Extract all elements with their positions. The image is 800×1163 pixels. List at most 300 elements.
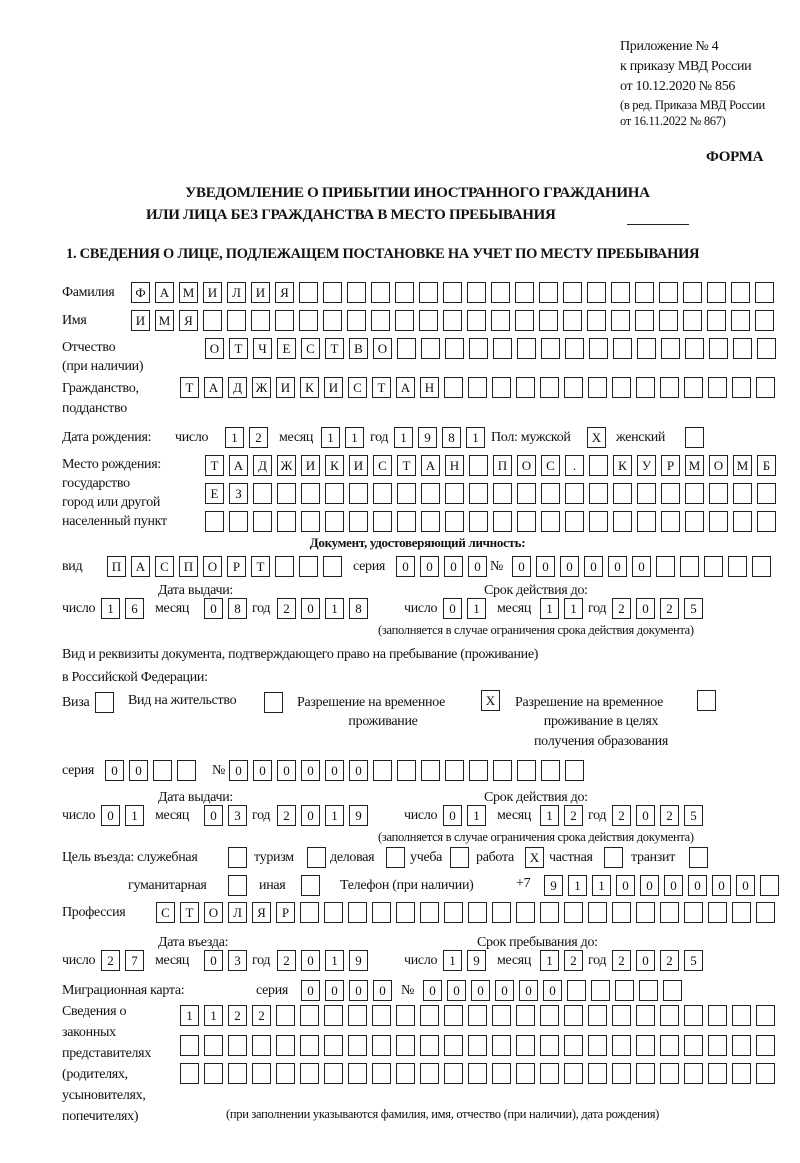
char-cell[interactable] bbox=[228, 875, 247, 896]
char-cell[interactable] bbox=[492, 1035, 511, 1056]
char-cell[interactable]: 0 bbox=[129, 760, 148, 781]
char-cell[interactable]: О bbox=[204, 902, 223, 923]
char-cell[interactable]: О bbox=[373, 338, 392, 359]
char-cell[interactable] bbox=[323, 282, 342, 303]
char-cell[interactable] bbox=[469, 483, 488, 504]
char-cell[interactable] bbox=[421, 760, 440, 781]
char-cell[interactable] bbox=[588, 1035, 607, 1056]
char-cell[interactable]: X bbox=[481, 690, 500, 711]
char-cell[interactable]: 7 bbox=[125, 950, 144, 971]
char-cell[interactable]: 1 bbox=[540, 950, 559, 971]
char-cell[interactable] bbox=[752, 556, 771, 577]
char-cell[interactable] bbox=[324, 1063, 343, 1084]
char-cell[interactable]: М bbox=[733, 455, 752, 476]
char-cell[interactable] bbox=[660, 377, 679, 398]
char-cell[interactable]: С bbox=[373, 455, 392, 476]
char-cell[interactable] bbox=[708, 377, 727, 398]
char-cell[interactable]: X bbox=[525, 847, 544, 868]
char-cell[interactable] bbox=[445, 338, 464, 359]
char-cell[interactable]: 0 bbox=[443, 805, 462, 826]
char-cell[interactable] bbox=[708, 1063, 727, 1084]
char-cell[interactable] bbox=[153, 760, 172, 781]
char-cell[interactable] bbox=[228, 1035, 247, 1056]
char-cell[interactable] bbox=[421, 483, 440, 504]
char-cell[interactable]: 2 bbox=[277, 805, 296, 826]
char-cell[interactable] bbox=[300, 902, 319, 923]
char-cell[interactable] bbox=[732, 1035, 751, 1056]
char-cell[interactable] bbox=[728, 556, 747, 577]
char-cell[interactable] bbox=[540, 377, 559, 398]
char-cell[interactable] bbox=[589, 338, 608, 359]
char-cell[interactable] bbox=[277, 511, 296, 532]
char-cell[interactable]: 0 bbox=[301, 950, 320, 971]
char-cell[interactable] bbox=[588, 1063, 607, 1084]
char-cell[interactable]: И bbox=[203, 282, 222, 303]
char-cell[interactable] bbox=[444, 1035, 463, 1056]
char-cell[interactable]: 8 bbox=[228, 598, 247, 619]
char-cell[interactable] bbox=[733, 483, 752, 504]
char-cell[interactable] bbox=[228, 1063, 247, 1084]
char-cell[interactable] bbox=[177, 760, 196, 781]
char-cell[interactable]: 0 bbox=[560, 556, 579, 577]
char-cell[interactable] bbox=[755, 282, 774, 303]
char-cell[interactable]: И bbox=[251, 282, 270, 303]
char-cell[interactable] bbox=[372, 1063, 391, 1084]
char-cell[interactable] bbox=[468, 1035, 487, 1056]
char-cell[interactable]: 1 bbox=[466, 427, 485, 448]
char-cell[interactable] bbox=[541, 760, 560, 781]
char-cell[interactable] bbox=[252, 1035, 271, 1056]
char-cell[interactable] bbox=[639, 980, 658, 1001]
char-cell[interactable] bbox=[697, 690, 716, 711]
char-cell[interactable] bbox=[661, 338, 680, 359]
char-cell[interactable]: 0 bbox=[512, 556, 531, 577]
char-cell[interactable]: 5 bbox=[684, 598, 703, 619]
char-cell[interactable] bbox=[299, 310, 318, 331]
char-cell[interactable] bbox=[564, 1035, 583, 1056]
char-cell[interactable] bbox=[636, 377, 655, 398]
char-cell[interactable]: 9 bbox=[418, 427, 437, 448]
char-cell[interactable] bbox=[636, 1063, 655, 1084]
char-cell[interactable] bbox=[589, 511, 608, 532]
char-cell[interactable] bbox=[347, 282, 366, 303]
char-cell[interactable] bbox=[660, 902, 679, 923]
char-cell[interactable] bbox=[443, 282, 462, 303]
place-of-stay-blank[interactable] bbox=[627, 224, 689, 225]
char-cell[interactable]: 0 bbox=[101, 805, 120, 826]
char-cell[interactable]: Т bbox=[325, 338, 344, 359]
char-cell[interactable]: Ф bbox=[131, 282, 150, 303]
char-cell[interactable] bbox=[612, 1035, 631, 1056]
char-cell[interactable]: К bbox=[300, 377, 319, 398]
char-cell[interactable]: 0 bbox=[468, 556, 487, 577]
char-cell[interactable] bbox=[492, 1063, 511, 1084]
char-cell[interactable] bbox=[683, 310, 702, 331]
char-cell[interactable]: П bbox=[493, 455, 512, 476]
char-cell[interactable] bbox=[684, 1005, 703, 1026]
char-cell[interactable] bbox=[371, 310, 390, 331]
char-cell[interactable] bbox=[613, 511, 632, 532]
char-cell[interactable]: 0 bbox=[105, 760, 124, 781]
char-cell[interactable] bbox=[443, 310, 462, 331]
char-cell[interactable]: 0 bbox=[636, 598, 655, 619]
char-cell[interactable]: 1 bbox=[325, 598, 344, 619]
char-cell[interactable]: 0 bbox=[664, 875, 683, 896]
char-cell[interactable]: Д bbox=[228, 377, 247, 398]
char-cell[interactable]: Т bbox=[251, 556, 270, 577]
char-cell[interactable]: 0 bbox=[349, 760, 368, 781]
char-cell[interactable]: С bbox=[348, 377, 367, 398]
char-cell[interactable] bbox=[396, 1063, 415, 1084]
char-cell[interactable]: 0 bbox=[616, 875, 635, 896]
char-cell[interactable] bbox=[541, 338, 560, 359]
char-cell[interactable] bbox=[397, 338, 416, 359]
char-cell[interactable]: Н bbox=[420, 377, 439, 398]
char-cell[interactable]: Е bbox=[277, 338, 296, 359]
char-cell[interactable] bbox=[709, 483, 728, 504]
char-cell[interactable] bbox=[756, 1035, 775, 1056]
char-cell[interactable]: 2 bbox=[277, 950, 296, 971]
char-cell[interactable]: 2 bbox=[564, 950, 583, 971]
char-cell[interactable] bbox=[275, 310, 294, 331]
char-cell[interactable]: А bbox=[204, 377, 223, 398]
char-cell[interactable]: 1 bbox=[101, 598, 120, 619]
char-cell[interactable] bbox=[612, 1005, 631, 1026]
char-cell[interactable] bbox=[444, 1005, 463, 1026]
char-cell[interactable] bbox=[397, 511, 416, 532]
char-cell[interactable] bbox=[469, 455, 488, 476]
char-cell[interactable] bbox=[492, 1005, 511, 1026]
char-cell[interactable] bbox=[373, 483, 392, 504]
char-cell[interactable]: 0 bbox=[636, 950, 655, 971]
char-cell[interactable]: А bbox=[131, 556, 150, 577]
char-cell[interactable] bbox=[612, 377, 631, 398]
char-cell[interactable] bbox=[491, 282, 510, 303]
char-cell[interactable] bbox=[419, 282, 438, 303]
char-cell[interactable]: К bbox=[613, 455, 632, 476]
char-cell[interactable] bbox=[636, 902, 655, 923]
char-cell[interactable] bbox=[444, 902, 463, 923]
char-cell[interactable] bbox=[307, 847, 326, 868]
char-cell[interactable] bbox=[468, 902, 487, 923]
char-cell[interactable] bbox=[588, 902, 607, 923]
char-cell[interactable] bbox=[756, 1005, 775, 1026]
char-cell[interactable]: 0 bbox=[301, 598, 320, 619]
char-cell[interactable] bbox=[708, 1005, 727, 1026]
char-cell[interactable] bbox=[517, 511, 536, 532]
char-cell[interactable]: 0 bbox=[447, 980, 466, 1001]
char-cell[interactable] bbox=[587, 282, 606, 303]
char-cell[interactable] bbox=[756, 1063, 775, 1084]
char-cell[interactable]: 1 bbox=[443, 950, 462, 971]
char-cell[interactable]: О bbox=[709, 455, 728, 476]
char-cell[interactable]: 0 bbox=[712, 875, 731, 896]
char-cell[interactable] bbox=[685, 427, 704, 448]
char-cell[interactable] bbox=[395, 282, 414, 303]
char-cell[interactable] bbox=[707, 282, 726, 303]
char-cell[interactable]: П bbox=[179, 556, 198, 577]
char-cell[interactable] bbox=[300, 1035, 319, 1056]
char-cell[interactable]: Л bbox=[228, 902, 247, 923]
char-cell[interactable]: 1 bbox=[125, 805, 144, 826]
char-cell[interactable] bbox=[563, 282, 582, 303]
char-cell[interactable] bbox=[587, 310, 606, 331]
char-cell[interactable] bbox=[396, 1035, 415, 1056]
char-cell[interactable] bbox=[203, 310, 222, 331]
char-cell[interactable] bbox=[324, 902, 343, 923]
char-cell[interactable] bbox=[732, 377, 751, 398]
char-cell[interactable]: В bbox=[349, 338, 368, 359]
char-cell[interactable]: 1 bbox=[568, 875, 587, 896]
char-cell[interactable]: 1 bbox=[180, 1005, 199, 1026]
char-cell[interactable]: О bbox=[205, 338, 224, 359]
char-cell[interactable] bbox=[204, 1035, 223, 1056]
char-cell[interactable] bbox=[684, 902, 703, 923]
char-cell[interactable] bbox=[540, 1063, 559, 1084]
char-cell[interactable] bbox=[707, 310, 726, 331]
char-cell[interactable]: 0 bbox=[396, 556, 415, 577]
char-cell[interactable] bbox=[299, 556, 318, 577]
char-cell[interactable] bbox=[493, 760, 512, 781]
char-cell[interactable] bbox=[563, 310, 582, 331]
char-cell[interactable]: 2 bbox=[612, 950, 631, 971]
char-cell[interactable] bbox=[733, 511, 752, 532]
char-cell[interactable] bbox=[469, 511, 488, 532]
char-cell[interactable]: 9 bbox=[349, 805, 368, 826]
char-cell[interactable]: А bbox=[155, 282, 174, 303]
char-cell[interactable] bbox=[685, 511, 704, 532]
char-cell[interactable] bbox=[564, 1005, 583, 1026]
char-cell[interactable] bbox=[517, 760, 536, 781]
char-cell[interactable]: 0 bbox=[204, 950, 223, 971]
char-cell[interactable] bbox=[685, 338, 704, 359]
char-cell[interactable]: 0 bbox=[204, 805, 223, 826]
char-cell[interactable]: Ж bbox=[252, 377, 271, 398]
char-cell[interactable] bbox=[227, 310, 246, 331]
char-cell[interactable]: Т bbox=[180, 902, 199, 923]
char-cell[interactable] bbox=[299, 282, 318, 303]
char-cell[interactable] bbox=[612, 1063, 631, 1084]
char-cell[interactable] bbox=[324, 1035, 343, 1056]
char-cell[interactable] bbox=[491, 310, 510, 331]
char-cell[interactable] bbox=[349, 483, 368, 504]
char-cell[interactable] bbox=[757, 511, 776, 532]
char-cell[interactable] bbox=[661, 483, 680, 504]
char-cell[interactable]: С bbox=[156, 902, 175, 923]
char-cell[interactable]: Т bbox=[397, 455, 416, 476]
char-cell[interactable]: Я bbox=[275, 282, 294, 303]
char-cell[interactable]: 8 bbox=[349, 598, 368, 619]
char-cell[interactable]: X bbox=[587, 427, 606, 448]
char-cell[interactable]: Ж bbox=[277, 455, 296, 476]
char-cell[interactable]: 0 bbox=[636, 805, 655, 826]
char-cell[interactable] bbox=[205, 511, 224, 532]
char-cell[interactable] bbox=[445, 511, 464, 532]
char-cell[interactable] bbox=[492, 377, 511, 398]
char-cell[interactable] bbox=[635, 310, 654, 331]
char-cell[interactable] bbox=[301, 511, 320, 532]
char-cell[interactable]: 0 bbox=[229, 760, 248, 781]
char-cell[interactable]: 0 bbox=[688, 875, 707, 896]
char-cell[interactable]: 0 bbox=[301, 760, 320, 781]
char-cell[interactable] bbox=[660, 1005, 679, 1026]
char-cell[interactable]: И bbox=[349, 455, 368, 476]
char-cell[interactable] bbox=[468, 1063, 487, 1084]
char-cell[interactable] bbox=[516, 902, 535, 923]
char-cell[interactable] bbox=[684, 1063, 703, 1084]
char-cell[interactable]: И bbox=[131, 310, 150, 331]
char-cell[interactable]: 1 bbox=[540, 805, 559, 826]
char-cell[interactable]: Т bbox=[229, 338, 248, 359]
char-cell[interactable]: 5 bbox=[684, 805, 703, 826]
char-cell[interactable] bbox=[517, 338, 536, 359]
char-cell[interactable] bbox=[565, 760, 584, 781]
char-cell[interactable] bbox=[708, 902, 727, 923]
char-cell[interactable] bbox=[680, 556, 699, 577]
char-cell[interactable]: 0 bbox=[420, 556, 439, 577]
char-cell[interactable] bbox=[541, 511, 560, 532]
char-cell[interactable]: 2 bbox=[228, 1005, 247, 1026]
char-cell[interactable] bbox=[660, 1035, 679, 1056]
char-cell[interactable] bbox=[373, 511, 392, 532]
char-cell[interactable]: 0 bbox=[495, 980, 514, 1001]
char-cell[interactable] bbox=[253, 483, 272, 504]
char-cell[interactable]: 0 bbox=[443, 598, 462, 619]
char-cell[interactable] bbox=[300, 1063, 319, 1084]
char-cell[interactable] bbox=[636, 1035, 655, 1056]
char-cell[interactable]: У bbox=[637, 455, 656, 476]
char-cell[interactable]: М bbox=[155, 310, 174, 331]
char-cell[interactable]: К bbox=[325, 455, 344, 476]
char-cell[interactable] bbox=[756, 902, 775, 923]
char-cell[interactable] bbox=[515, 282, 534, 303]
char-cell[interactable] bbox=[493, 338, 512, 359]
char-cell[interactable]: 0 bbox=[640, 875, 659, 896]
char-cell[interactable] bbox=[541, 483, 560, 504]
char-cell[interactable]: 0 bbox=[204, 598, 223, 619]
char-cell[interactable] bbox=[468, 377, 487, 398]
char-cell[interactable] bbox=[637, 483, 656, 504]
char-cell[interactable]: 5 bbox=[684, 950, 703, 971]
char-cell[interactable] bbox=[467, 282, 486, 303]
char-cell[interactable]: 1 bbox=[204, 1005, 223, 1026]
char-cell[interactable] bbox=[539, 282, 558, 303]
char-cell[interactable]: 2 bbox=[660, 598, 679, 619]
char-cell[interactable]: 9 bbox=[467, 950, 486, 971]
char-cell[interactable] bbox=[613, 483, 632, 504]
char-cell[interactable]: 9 bbox=[349, 950, 368, 971]
char-cell[interactable] bbox=[468, 1005, 487, 1026]
char-cell[interactable]: . bbox=[565, 455, 584, 476]
char-cell[interactable]: И bbox=[301, 455, 320, 476]
char-cell[interactable]: О bbox=[517, 455, 536, 476]
char-cell[interactable]: Л bbox=[227, 282, 246, 303]
char-cell[interactable] bbox=[372, 1005, 391, 1026]
char-cell[interactable]: 0 bbox=[736, 875, 755, 896]
char-cell[interactable] bbox=[420, 1005, 439, 1026]
char-cell[interactable] bbox=[251, 310, 270, 331]
char-cell[interactable] bbox=[396, 902, 415, 923]
char-cell[interactable]: Р bbox=[276, 902, 295, 923]
char-cell[interactable] bbox=[419, 310, 438, 331]
char-cell[interactable]: 0 bbox=[349, 980, 368, 1001]
char-cell[interactable] bbox=[516, 377, 535, 398]
char-cell[interactable] bbox=[757, 338, 776, 359]
char-cell[interactable] bbox=[421, 338, 440, 359]
char-cell[interactable]: 0 bbox=[423, 980, 442, 1001]
char-cell[interactable] bbox=[517, 483, 536, 504]
char-cell[interactable] bbox=[591, 980, 610, 1001]
char-cell[interactable] bbox=[324, 1005, 343, 1026]
char-cell[interactable] bbox=[565, 483, 584, 504]
char-cell[interactable] bbox=[275, 556, 294, 577]
char-cell[interactable] bbox=[567, 980, 586, 1001]
char-cell[interactable] bbox=[516, 1005, 535, 1026]
char-cell[interactable] bbox=[395, 310, 414, 331]
char-cell[interactable]: 0 bbox=[325, 760, 344, 781]
char-cell[interactable]: С bbox=[541, 455, 560, 476]
char-cell[interactable] bbox=[325, 511, 344, 532]
char-cell[interactable] bbox=[565, 511, 584, 532]
char-cell[interactable]: Т bbox=[205, 455, 224, 476]
char-cell[interactable]: А bbox=[396, 377, 415, 398]
char-cell[interactable] bbox=[467, 310, 486, 331]
char-cell[interactable]: И bbox=[324, 377, 343, 398]
char-cell[interactable] bbox=[493, 483, 512, 504]
char-cell[interactable]: Е bbox=[205, 483, 224, 504]
char-cell[interactable]: 2 bbox=[564, 805, 583, 826]
char-cell[interactable]: 2 bbox=[252, 1005, 271, 1026]
char-cell[interactable] bbox=[229, 511, 248, 532]
char-cell[interactable] bbox=[252, 1063, 271, 1084]
char-cell[interactable] bbox=[277, 483, 296, 504]
char-cell[interactable] bbox=[663, 980, 682, 1001]
char-cell[interactable] bbox=[396, 1005, 415, 1026]
char-cell[interactable]: 2 bbox=[660, 950, 679, 971]
char-cell[interactable] bbox=[323, 556, 342, 577]
char-cell[interactable] bbox=[444, 377, 463, 398]
char-cell[interactable]: 0 bbox=[444, 556, 463, 577]
char-cell[interactable] bbox=[300, 1005, 319, 1026]
char-cell[interactable] bbox=[450, 847, 469, 868]
char-cell[interactable]: 1 bbox=[325, 950, 344, 971]
char-cell[interactable]: 1 bbox=[467, 805, 486, 826]
char-cell[interactable] bbox=[372, 1035, 391, 1056]
char-cell[interactable]: Н bbox=[445, 455, 464, 476]
char-cell[interactable]: Ч bbox=[253, 338, 272, 359]
char-cell[interactable] bbox=[635, 282, 654, 303]
char-cell[interactable] bbox=[180, 1063, 199, 1084]
char-cell[interactable] bbox=[661, 511, 680, 532]
char-cell[interactable] bbox=[704, 556, 723, 577]
char-cell[interactable]: 1 bbox=[467, 598, 486, 619]
char-cell[interactable] bbox=[276, 1005, 295, 1026]
char-cell[interactable] bbox=[276, 1063, 295, 1084]
char-cell[interactable]: 2 bbox=[612, 805, 631, 826]
char-cell[interactable] bbox=[540, 902, 559, 923]
char-cell[interactable] bbox=[656, 556, 675, 577]
char-cell[interactable] bbox=[323, 310, 342, 331]
char-cell[interactable]: 0 bbox=[471, 980, 490, 1001]
char-cell[interactable] bbox=[731, 282, 750, 303]
char-cell[interactable] bbox=[444, 1063, 463, 1084]
char-cell[interactable] bbox=[348, 1005, 367, 1026]
char-cell[interactable] bbox=[756, 377, 775, 398]
char-cell[interactable] bbox=[684, 377, 703, 398]
char-cell[interactable] bbox=[539, 310, 558, 331]
char-cell[interactable] bbox=[659, 282, 678, 303]
char-cell[interactable]: 2 bbox=[101, 950, 120, 971]
